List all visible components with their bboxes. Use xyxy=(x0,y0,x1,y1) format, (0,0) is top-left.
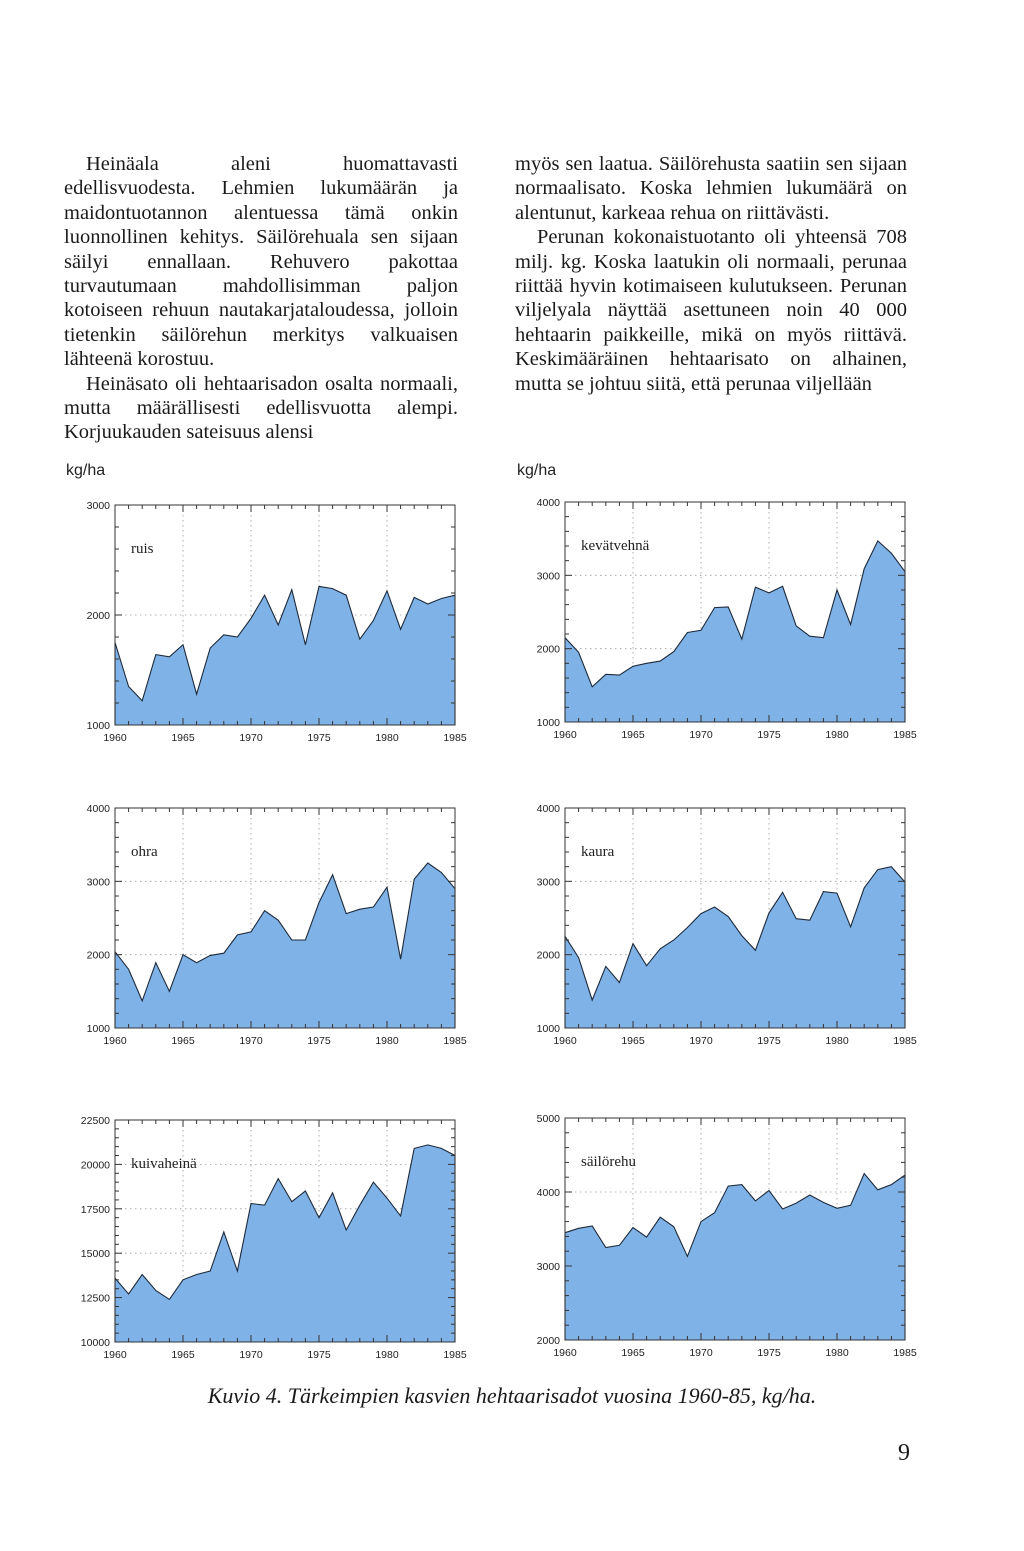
x-tick-label: 1970 xyxy=(689,1347,713,1359)
y-tick-label: 3000 xyxy=(86,876,110,889)
x-tick-label: 1960 xyxy=(553,1347,577,1359)
chart-sailorehu xyxy=(510,1108,930,1370)
y-tick-label: 2000 xyxy=(536,1335,560,1347)
x-tick-label: 1965 xyxy=(621,1035,645,1047)
x-tick-label: 1980 xyxy=(375,1035,399,1047)
x-tick-label: 1985 xyxy=(893,1347,917,1359)
paragraph: Heinäsato oli hehtaarisadon osalta normaali, mutta määrällisesti edellisvuotta alempi. Korjuukauden sateisuus alensi xyxy=(64,372,458,444)
paragraph: myös sen laatua. Säilörehusta saatiin sen sijaan normaalisato. Koska lehmien lukumäärä on alentunut, karkeaa rehua on riittävästi. xyxy=(515,153,907,224)
paragraph: Heinäala aleni huomattavasti edellisvuodesta. Lehmien lukumäärän ja maidontuotannon alentuessa tämä onkin luonnollinen kehitys. Säilörehuala sen sijaan säilyi ennallaan. Rehuvero pakottaa turvautumaan mahdollisimman paljon kotoiseen rehuun nautakarjataloudessa, jolloin tietenkin säilörehun merkitys valkuaisen lähteenä korostuu. xyxy=(64,153,458,371)
chart-title: kaura xyxy=(581,844,615,860)
y-tick-label: 2000 xyxy=(536,643,560,656)
chart-title: säilörehu xyxy=(581,1154,636,1170)
x-tick-label: 1970 xyxy=(239,1349,263,1361)
y-tick-label: 1000 xyxy=(536,717,560,729)
x-tick-label: 1975 xyxy=(757,1035,781,1047)
y-tick-label: 22500 xyxy=(80,1115,110,1127)
chart-kaura xyxy=(510,798,930,1058)
chart-ohra xyxy=(60,798,480,1058)
x-tick-label: 1980 xyxy=(825,1035,849,1047)
chart-kevatvehna xyxy=(510,492,930,752)
y-tick-label: 10000 xyxy=(80,1337,110,1349)
figure-caption: Kuvio 4. Tärkeimpien kasvien hehtaarisadot vuosina 1960-85, kg/ha. xyxy=(207,1383,817,1408)
chart-ruis xyxy=(60,495,480,755)
y-tick-label: 1000 xyxy=(536,1023,560,1035)
unit-label-right: kg/ha xyxy=(517,462,557,479)
x-tick-label: 1975 xyxy=(307,1035,331,1047)
data-area-kevätvehnä xyxy=(565,541,905,722)
y-tick-label: 15000 xyxy=(80,1248,110,1261)
y-tick-label: 17500 xyxy=(80,1203,110,1216)
x-tick-label: 1970 xyxy=(689,1035,713,1047)
data-area-ohra xyxy=(115,863,455,1028)
y-tick-label: 2000 xyxy=(86,949,110,962)
chart-title: ohra xyxy=(131,844,158,860)
y-tick-label: 2000 xyxy=(86,610,110,622)
x-tick-label: 1960 xyxy=(103,1349,127,1361)
x-tick-label: 1985 xyxy=(893,1035,917,1047)
x-tick-label: 1975 xyxy=(307,732,331,744)
x-tick-label: 1970 xyxy=(689,729,713,741)
x-tick-label: 1960 xyxy=(553,729,577,741)
chart-title: kevätvehnä xyxy=(581,538,650,554)
unit-label-left: kg/ha xyxy=(66,462,106,479)
chart-title: ruis xyxy=(131,541,154,557)
data-area-kaura xyxy=(565,867,905,1028)
y-tick-label: 3000 xyxy=(536,570,560,583)
y-tick-label: 1000 xyxy=(86,720,110,732)
y-tick-label: 12500 xyxy=(80,1292,110,1305)
x-tick-label: 1975 xyxy=(757,1347,781,1359)
y-tick-label: 4000 xyxy=(536,803,560,815)
x-tick-label: 1960 xyxy=(103,1035,127,1047)
x-tick-label: 1965 xyxy=(171,1349,195,1361)
x-tick-label: 1985 xyxy=(443,1349,467,1361)
x-tick-label: 1970 xyxy=(239,732,263,744)
x-tick-label: 1965 xyxy=(171,1035,195,1047)
data-area-ruis xyxy=(115,586,455,725)
y-tick-label: 4000 xyxy=(86,803,110,815)
y-tick-label: 4000 xyxy=(536,1187,560,1199)
x-tick-label: 1985 xyxy=(443,1035,467,1047)
y-tick-label: 5000 xyxy=(536,1113,560,1125)
x-tick-label: 1985 xyxy=(893,729,917,741)
page-number: 9 xyxy=(898,1440,910,1466)
x-tick-label: 1980 xyxy=(825,1347,849,1359)
chart-title: kuivaheinä xyxy=(131,1156,197,1172)
paragraph: Perunan kokonaistuotanto oli yhteensä 708 milj. kg. Koska laatukin oli normaali, perunaa riittää hyvin kotimaiseen kulutukseen. Perunan viljelyala näyttää asettuneen noin 40 000 hehtaarin paikkeille, mikä on myös riittävä. Keskimääräinen hehtaarisato on alhainen, mutta se johtuu siitä, että perunaa viljellään xyxy=(515,226,907,395)
x-tick-label: 1980 xyxy=(375,732,399,744)
y-tick-label: 1000 xyxy=(86,1023,110,1035)
x-tick-label: 1975 xyxy=(757,729,781,741)
x-tick-label: 1960 xyxy=(553,1035,577,1047)
x-tick-label: 1965 xyxy=(171,732,195,744)
data-area-kuivaheinä xyxy=(115,1145,455,1342)
x-tick-label: 1975 xyxy=(307,1349,331,1361)
y-tick-label: 3000 xyxy=(536,876,560,889)
right-text-column xyxy=(515,152,907,396)
y-tick-label: 3000 xyxy=(86,500,110,512)
y-tick-label: 4000 xyxy=(536,497,560,509)
x-tick-label: 1980 xyxy=(825,729,849,741)
x-tick-label: 1965 xyxy=(621,1347,645,1359)
y-tick-label: 3000 xyxy=(536,1261,560,1273)
x-tick-label: 1970 xyxy=(239,1035,263,1047)
y-tick-label: 2000 xyxy=(536,949,560,962)
x-tick-label: 1980 xyxy=(375,1349,399,1361)
x-tick-label: 1985 xyxy=(443,732,467,744)
data-area-säilörehu xyxy=(565,1174,905,1341)
chart-kuivaheina xyxy=(60,1110,480,1372)
left-text-column xyxy=(64,152,458,445)
x-tick-label: 1965 xyxy=(621,729,645,741)
y-tick-label: 20000 xyxy=(80,1159,110,1172)
x-tick-label: 1960 xyxy=(103,732,127,744)
